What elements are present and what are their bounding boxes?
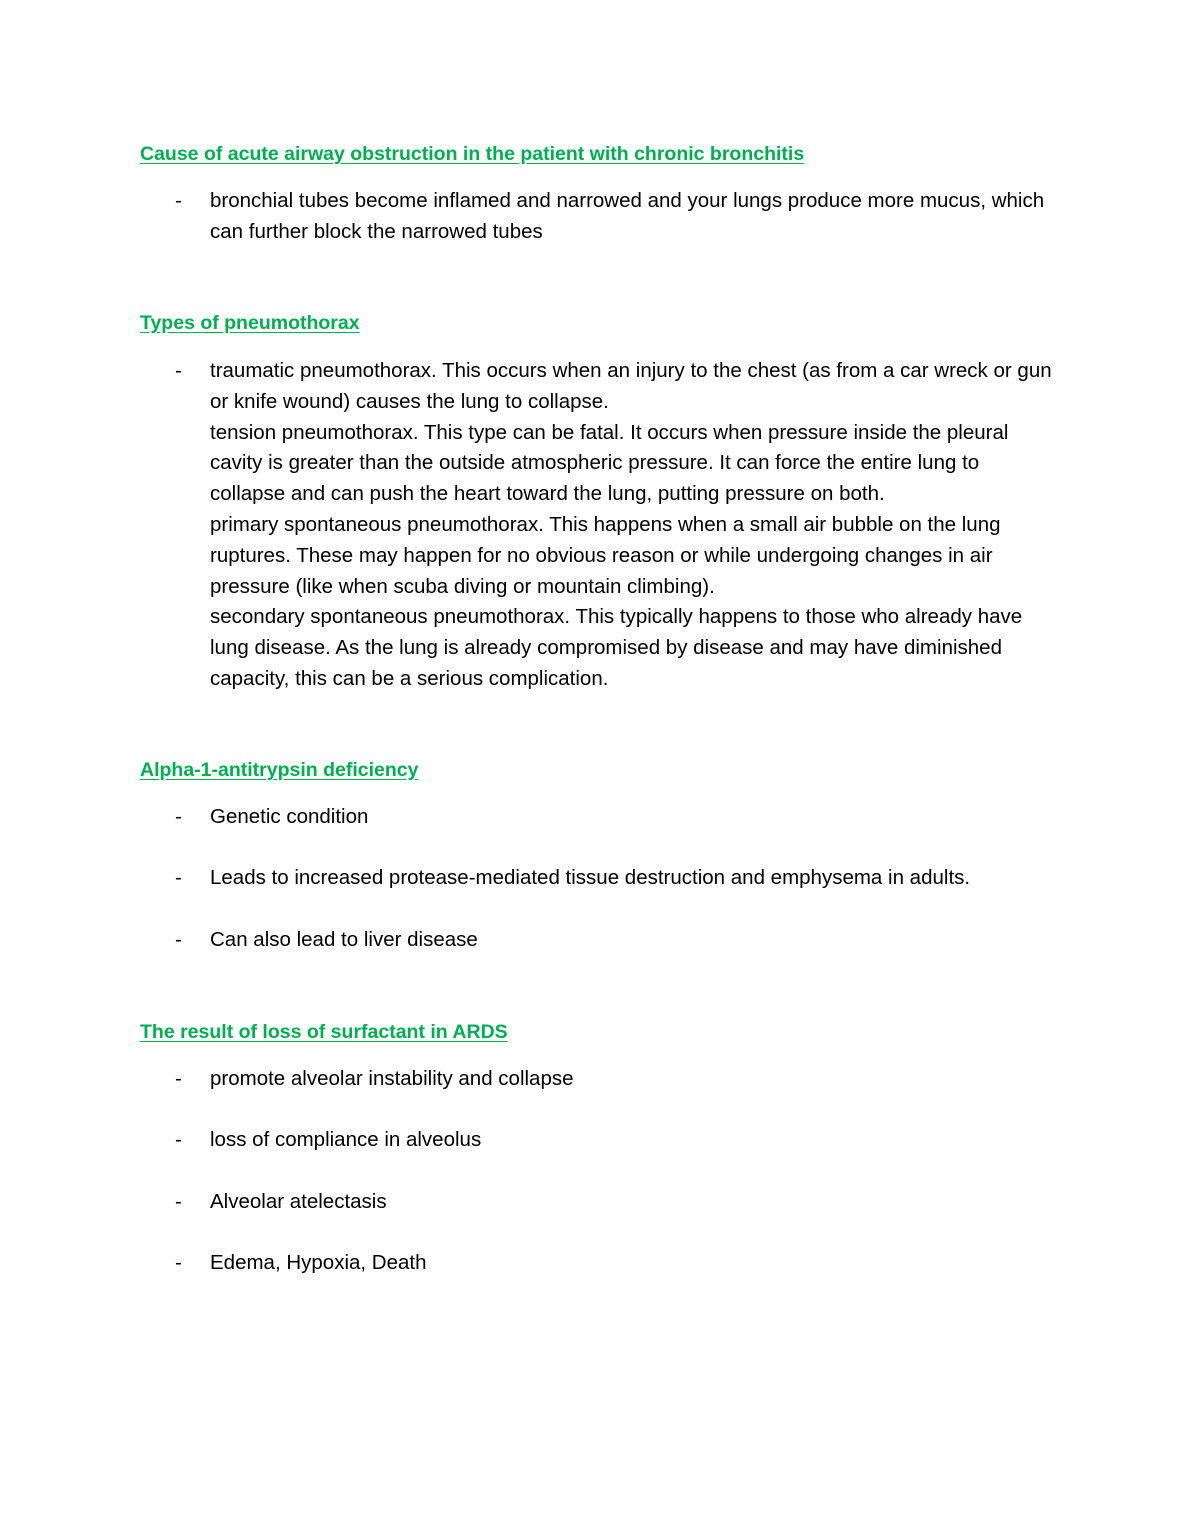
list-item-paragraph: tension pneumothorax. This type can be fatal. It occurs when pressure inside the pleural cavity is greater than the outside atmospheric pressure. It can force the entire lung to collapse and can push the heart toward the lung, putting pressure on both. <box>210 420 1009 506</box>
list-item <box>175 802 1055 833</box>
list-item-paragraph: bronchial tubes become inflamed and narrowed and your lungs produce more mucus, which can further block the narrowed tubes <box>210 189 1045 243</box>
list-item-paragraph: Alveolar atelectasis <box>210 1190 387 1213</box>
list-item <box>175 1125 1055 1156</box>
list-item-paragraph: traumatic pneumothorax. This occurs when an injury to the chest (as from a car wreck or gun or knife wound) causes the lung to collapse. <box>210 359 1052 413</box>
list-item-text <box>210 186 1055 248</box>
list-item <box>175 1064 1055 1095</box>
list-item-paragraph: Genetic condition <box>210 805 369 828</box>
list-marker: - <box>175 1128 182 1151</box>
list-marker: - <box>175 805 182 828</box>
list-item-paragraph: Edema, Hypoxia, Death <box>210 1251 427 1274</box>
list-item <box>175 1248 1055 1279</box>
list-item-paragraph: Leads to increased protease-mediated tissue destruction and emphysema in adults. <box>210 866 971 889</box>
list-item-text <box>210 863 1055 894</box>
list-item-paragraph: Can also lead to liver disease <box>210 928 478 951</box>
list-item-paragraph: primary spontaneous pneumothorax. This happens when a small air bubble on the lung ruptures. These may happen for no obvious reason or while undergoing changes in air pressure (like when scuba diving or mountain climbing). <box>210 512 1001 598</box>
list-item <box>175 186 1055 248</box>
list-marker: - <box>175 1190 182 1213</box>
section-heading-alpha1-antitrypsin: Alpha-1-antitrypsin deficiency <box>140 759 419 781</box>
list-item-paragraph: loss of compliance in alveolus <box>210 1128 482 1151</box>
list-item-text <box>210 1064 1055 1095</box>
list-item-text <box>210 802 1055 833</box>
list-item <box>175 863 1055 894</box>
section-heading-pneumothorax-types: Types of pneumothorax <box>140 312 360 334</box>
list-item <box>175 356 1055 695</box>
list-item-text <box>210 1125 1055 1156</box>
list-item-text <box>210 1248 1055 1279</box>
list-marker: - <box>175 1067 182 1090</box>
list-item-text <box>210 925 1055 956</box>
list-item <box>175 1187 1055 1218</box>
list-item-text <box>210 1187 1055 1218</box>
list-marker: - <box>175 189 182 212</box>
list-marker: - <box>175 359 182 382</box>
list-item-paragraph: promote alveolar instability and collapse <box>210 1067 574 1090</box>
list-marker: - <box>175 928 182 951</box>
list-marker: - <box>175 866 182 889</box>
list-item-text <box>210 356 1055 695</box>
list-item-paragraph: secondary spontaneous pneumothorax. This typically happens to those who already have lung disease. As the lung is already compromised by disease and may have diminished capacity, this can be a serious complication. <box>210 605 1023 690</box>
section-heading-chronic-bronchitis: Cause of acute airway obstruction in the patient with chronic bronchitis <box>140 143 805 165</box>
section-heading-ards-surfactant: The result of loss of surfactant in ARDS <box>140 1021 508 1043</box>
list-marker: - <box>175 1251 182 1274</box>
list-item <box>175 925 1055 956</box>
